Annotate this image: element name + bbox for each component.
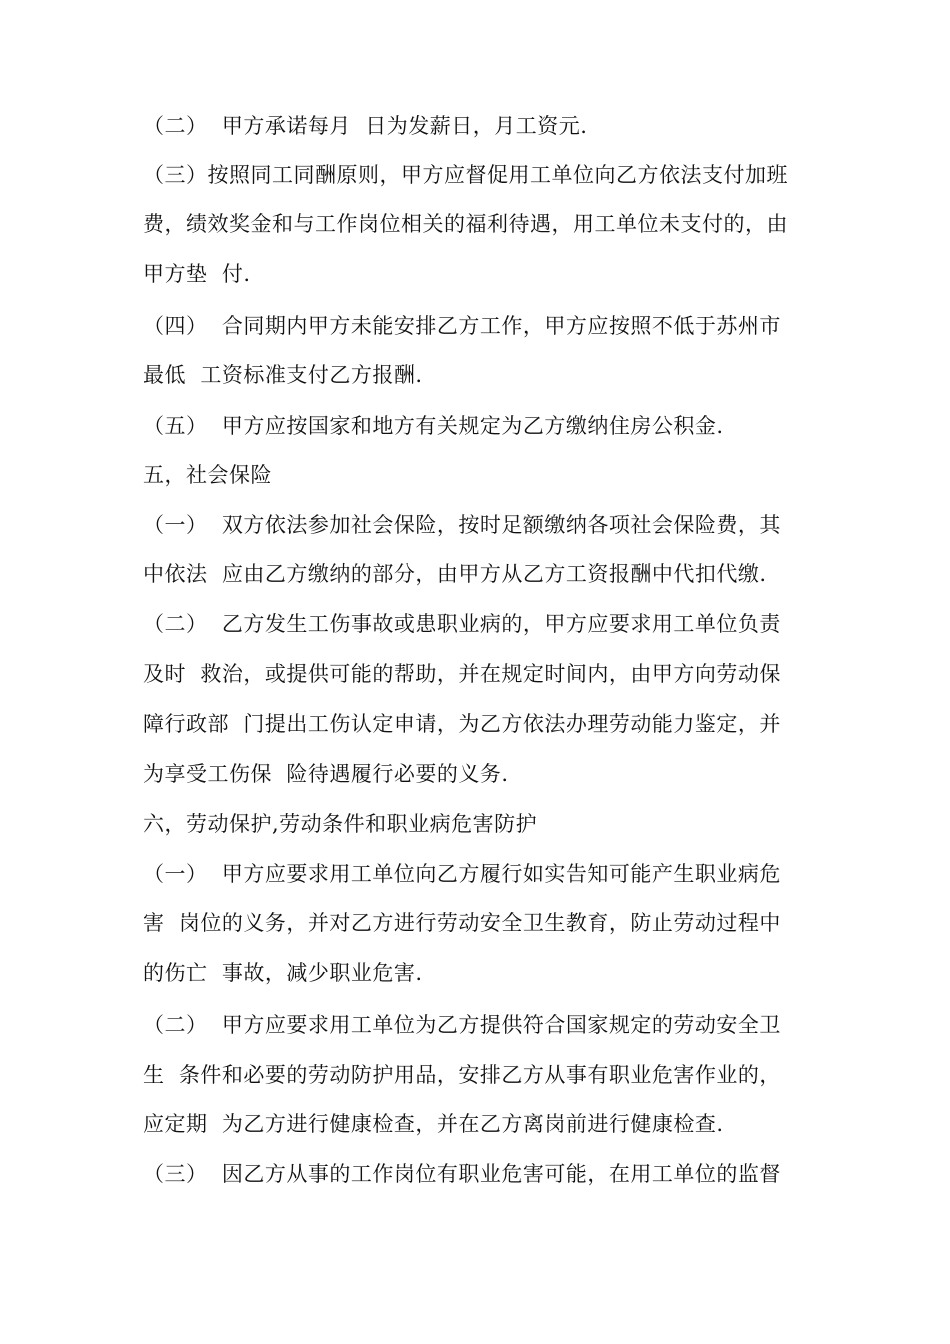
- text-line: （三）按照同工同酬原则，甲方应督促用工单位向乙方依法支付加班: [143, 163, 788, 187]
- section-heading: 六，劳动保护,劳动条件和职业病危害防护: [143, 812, 538, 836]
- text-line: 及时 救治，或提供可能的帮助，并在规定时间内，由甲方向劳动保: [143, 662, 781, 686]
- text-line: 最低 工资标准支付乙方报酬.: [143, 363, 423, 387]
- text-line: （二） 甲方应要求用工单位为乙方提供符合国家规定的劳动安全卫: [143, 1013, 781, 1037]
- text-line: （四） 合同期内甲方未能安排乙方工作，甲方应按照不低于苏州市: [143, 314, 781, 338]
- section-heading: 五，社会保险: [143, 463, 272, 487]
- text-line: 甲方垫 付.: [143, 262, 251, 286]
- text-line: 害 岗位的义务，并对乙方进行劳动安全卫生教育，防止劳动过程中: [143, 911, 781, 935]
- text-line: 中依法 应由乙方缴纳的部分，由甲方从乙方工资报酬中代扣代缴.: [143, 562, 767, 586]
- text-line: （一） 双方依法参加社会保险，按时足额缴纳各项社会保险费，其: [143, 513, 781, 537]
- text-line: 为享受工伤保 险待遇履行必要的义务.: [143, 762, 509, 786]
- text-line: 生 条件和必要的劳动防护用品，安排乙方从事有职业危害作业的，: [143, 1063, 781, 1087]
- text-line: 应定期 为乙方进行健康检查，并在乙方离岗前进行健康检查.: [143, 1112, 724, 1136]
- text-line: 障行政部 门提出工伤认定申请，为乙方依法办理劳动能力鉴定，并: [143, 712, 781, 736]
- text-line: （二） 乙方发生工伤事故或患职业病的，甲方应要求用工单位负责: [143, 612, 781, 636]
- text-line: （五） 甲方应按国家和地方有关规定为乙方缴纳住房公积金.: [143, 414, 724, 438]
- text-line: （一） 甲方应要求用工单位向乙方履行如实告知可能产生职业病危: [143, 862, 781, 886]
- text-line: 的伤亡 事故，减少职业危害.: [143, 961, 423, 985]
- text-line: （三） 因乙方从事的工作岗位有职业危害可能，在用工单位的监督: [143, 1162, 781, 1186]
- text-line: 费，绩效奖金和与工作岗位相关的福利待遇，用工单位未支付的，由: [143, 212, 788, 236]
- text-line: （二） 甲方承诺每月 日为发薪日，月工资元.: [143, 114, 588, 138]
